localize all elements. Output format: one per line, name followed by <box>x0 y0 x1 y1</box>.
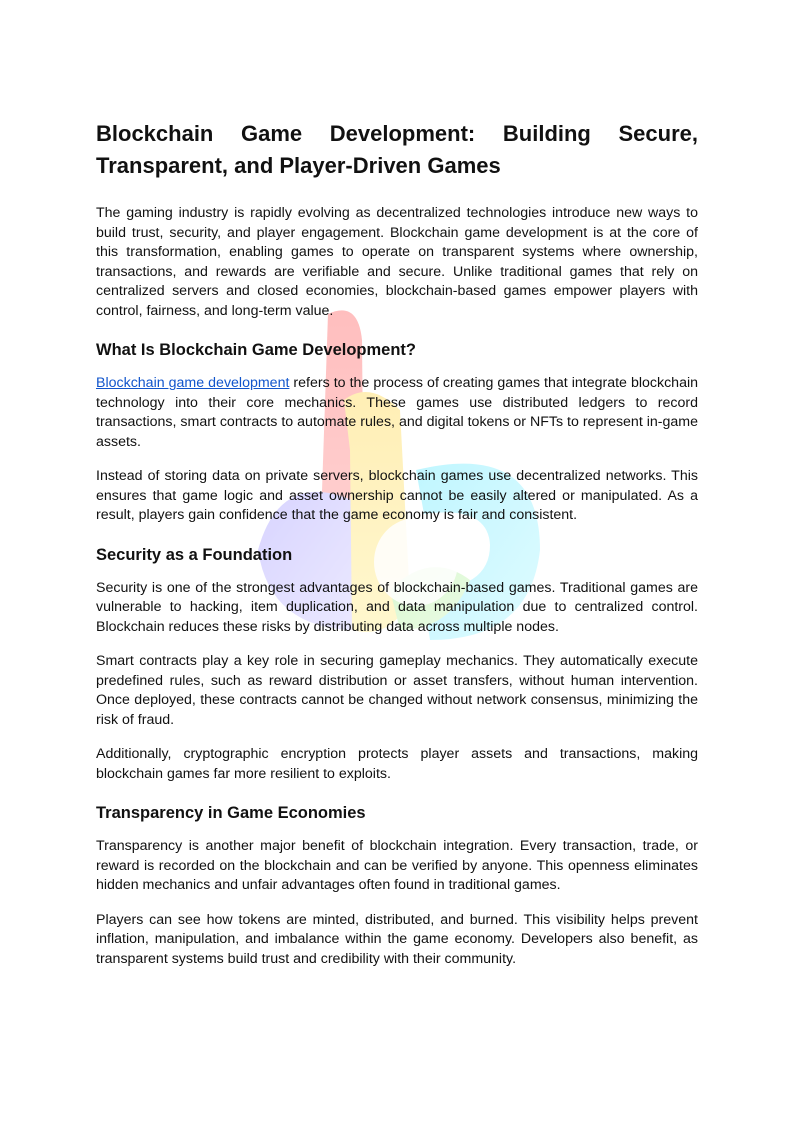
security-paragraph-3: Additionally, cryptographic encryption protects player assets and transactions, making blockchain games far more resilient to exploits. <box>96 746 698 782</box>
section-heading-security: Security as a Foundation <box>96 545 293 564</box>
security-paragraph-1: Security is one of the strongest advantages of blockchain-based games. Traditional games are vulnerable to hacking, item duplication, and data manipulation due to centralized control. Blockchain reduces these risks by distributing data across multiple nodes. <box>96 579 698 635</box>
what-is-paragraph-1-text: refers to the process of creating games that integrate blockchain technology into their core mechanics. These games use distributed ledgers to record transactions, smart contracts to automate rules, and digital tokens or NFTs to represent in-game assets. <box>96 375 698 450</box>
blockchain-game-development-link[interactable]: Blockchain game development <box>96 375 290 391</box>
transparency-paragraph-1: Transparency is another major benefit of blockchain integration. Every transaction, trade, or reward is recorded on the blockchain and can be verified by anyone. This openness eliminates hidden mechanics and unfair advantages often found in traditional games. <box>96 838 698 893</box>
security-paragraph-2: Smart contracts play a key role in securing gameplay mechanics. They automatically execute predefined rules, such as reward distribution or asset transfers, without human intervention. Once deployed, these contracts cannot be changed without network consensus, minimizing the risk of fraud. <box>96 653 698 728</box>
section-heading-transparency: Transparency in Game Economies <box>96 804 366 822</box>
page-title: Blockchain Game Development: Building Secure, Transparent, and Player-Driven Games <box>96 121 698 178</box>
section-heading-what-is: What Is Blockchain Game Development? <box>96 341 416 359</box>
article-body <box>96 118 698 984</box>
intro-paragraph: The gaming industry is rapidly evolving as decentralized technologies introduce new ways to build trust, security, and player engagement. Blockchain game development is at the core of this transformation, enabling games to operate on transparent systems where ownership, transactions, and rewards are verifiable and secure. Unlike traditional games that rely on centralized servers and closed economies, blockchain-based games empower players with control, fairness, and long-term value. <box>96 205 698 319</box>
transparency-paragraph-2: Players can see how tokens are minted, distributed, and burned. This visibility helps prevent inflation, manipulation, and imbalance within the game economy. Developers also benefit, as transparent systems build trust and credibility with their community. <box>96 911 698 967</box>
what-is-paragraph-1 <box>96 374 698 452</box>
what-is-paragraph-2: Instead of storing data on private servers, blockchain games use decentralized networks. This ensures that game logic and asset ownership cannot be easily altered or manipulated. As a result, players gain confidence that the game economy is fair and consistent. <box>96 468 698 523</box>
